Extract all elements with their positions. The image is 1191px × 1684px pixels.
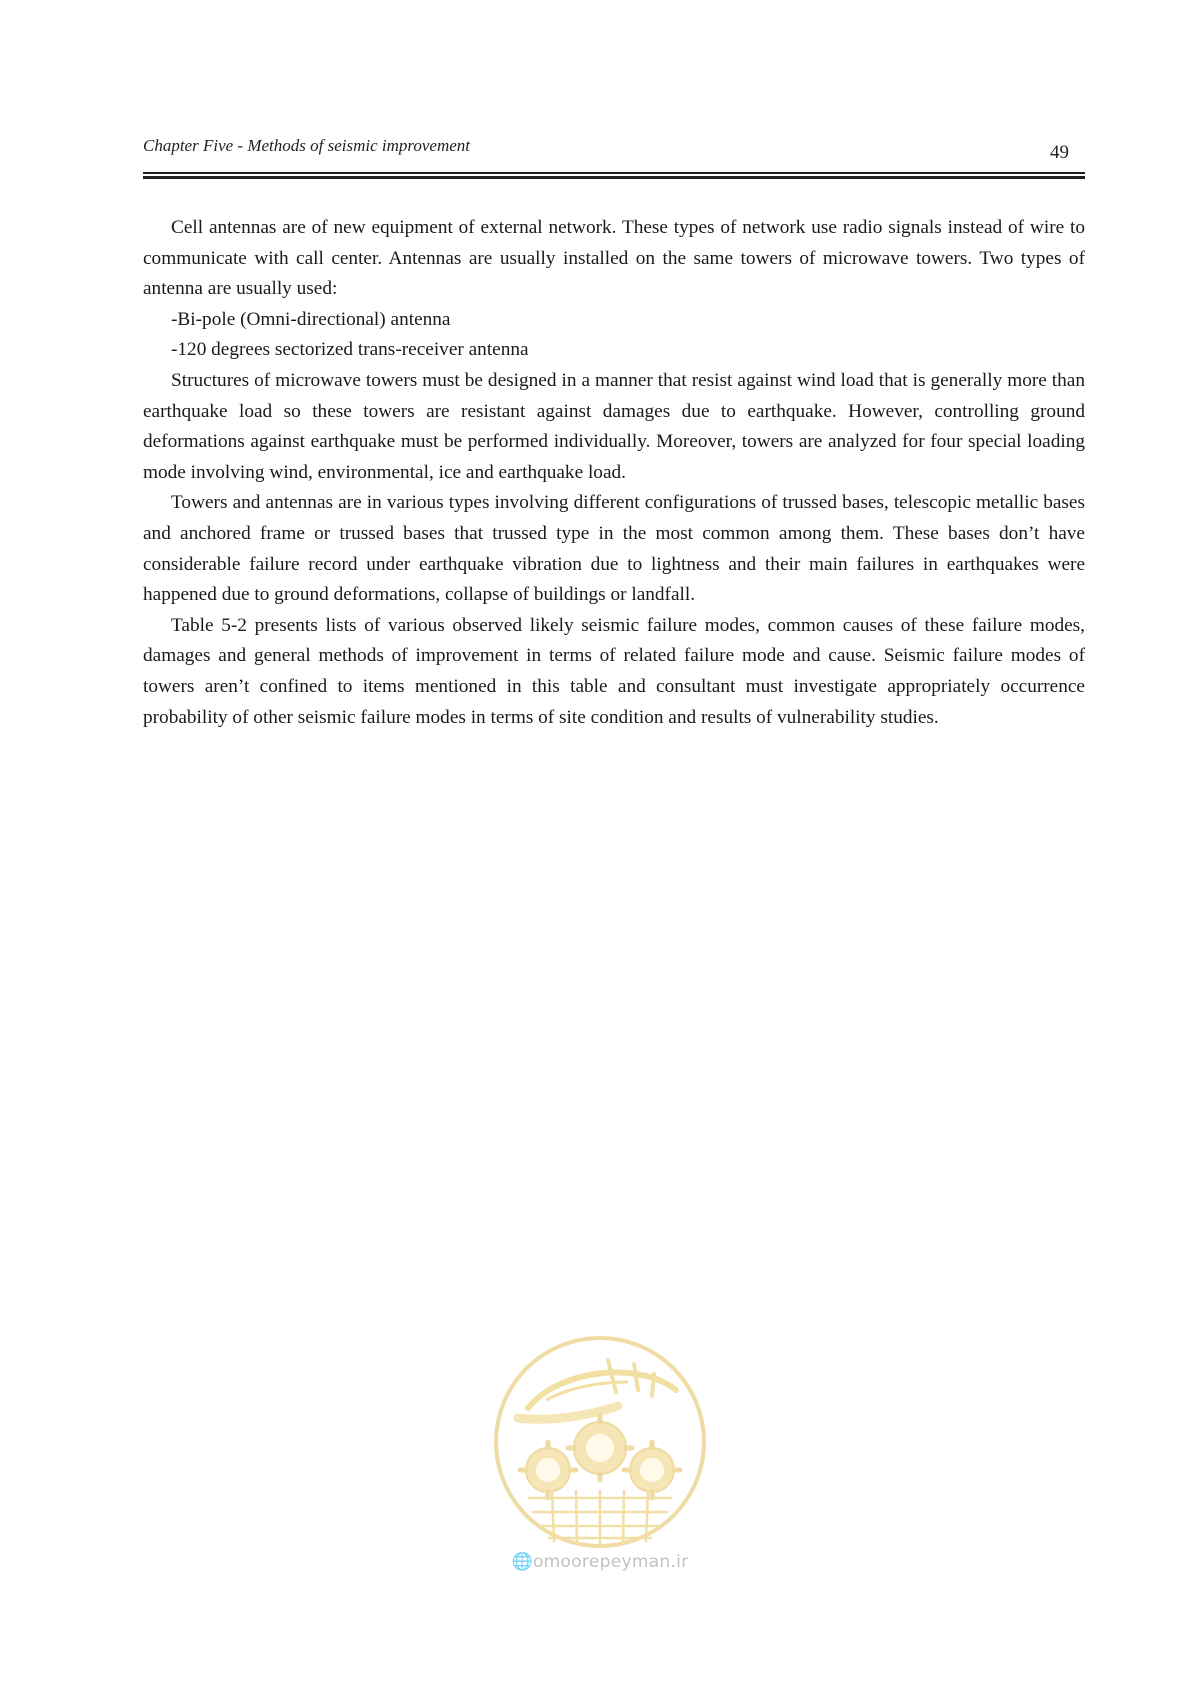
list-item-sectorized-antenna: -120 degrees sectorized trans-receiver antenna [171, 339, 529, 361]
page-number: 49 [1050, 142, 1069, 163]
watermark-site-text: omoorepeyman.ir [532, 1552, 689, 1572]
watermark-logo [488, 1330, 712, 1590]
watermark-site-label [488, 1552, 712, 1572]
list-item-bi-pole-antenna: -Bi-pole (Omni-directional) antenna [171, 308, 451, 330]
page-header [143, 132, 1085, 168]
globe-icon: 🌐 [511, 1552, 533, 1572]
paragraph-table-5-2: Table 5-2 presents lists of various observed likely seismic failure modes, common causes of these failure modes, damages and general methods of improvement in terms of related failure mode and cause. Seismic failure modes of towers aren’t confined to items mentioned in this table and consultant must investigate appropriately occurrence probability of other seismic failure modes in terms of site condition and results of vulnerability studies. [143, 614, 1085, 728]
watermark-emblem [488, 1330, 712, 1554]
chapter-title: Chapter Five - Methods of seismic improvement [143, 136, 471, 155]
header-double-rule [143, 172, 1085, 179]
body-text [143, 213, 1085, 733]
paragraph-cell-antennas: Cell antennas are of new equipment of external network. These types of network use radio signals instead of wire to communicate with call center. Antennas are usually installed on the same towers of microwave towers. Two types of antenna are usually used: [143, 217, 1085, 300]
paragraph-towers-and-antennas: Towers and antennas are in various types involving different configurations of trussed bases, telescopic metallic bases and anchored frame or trussed bases that trussed type in the most common among them. These bases don’t have considerable failure record under earthquake vibration due to lightness and their main failures in earthquakes were happened due to ground deformations, collapse of buildings or landfall. [143, 492, 1085, 606]
paragraph-microwave-towers: Structures of microwave towers must be designed in a manner that resist against wind load that is generally more than earthquake load so these towers are resistant against damages due to earthquake. However, controlling ground deformations against earthquake must be performed individually. Moreover, towers are analyzed for four special loading mode involving wind, environmental, ice and earthquake load. [143, 369, 1085, 483]
